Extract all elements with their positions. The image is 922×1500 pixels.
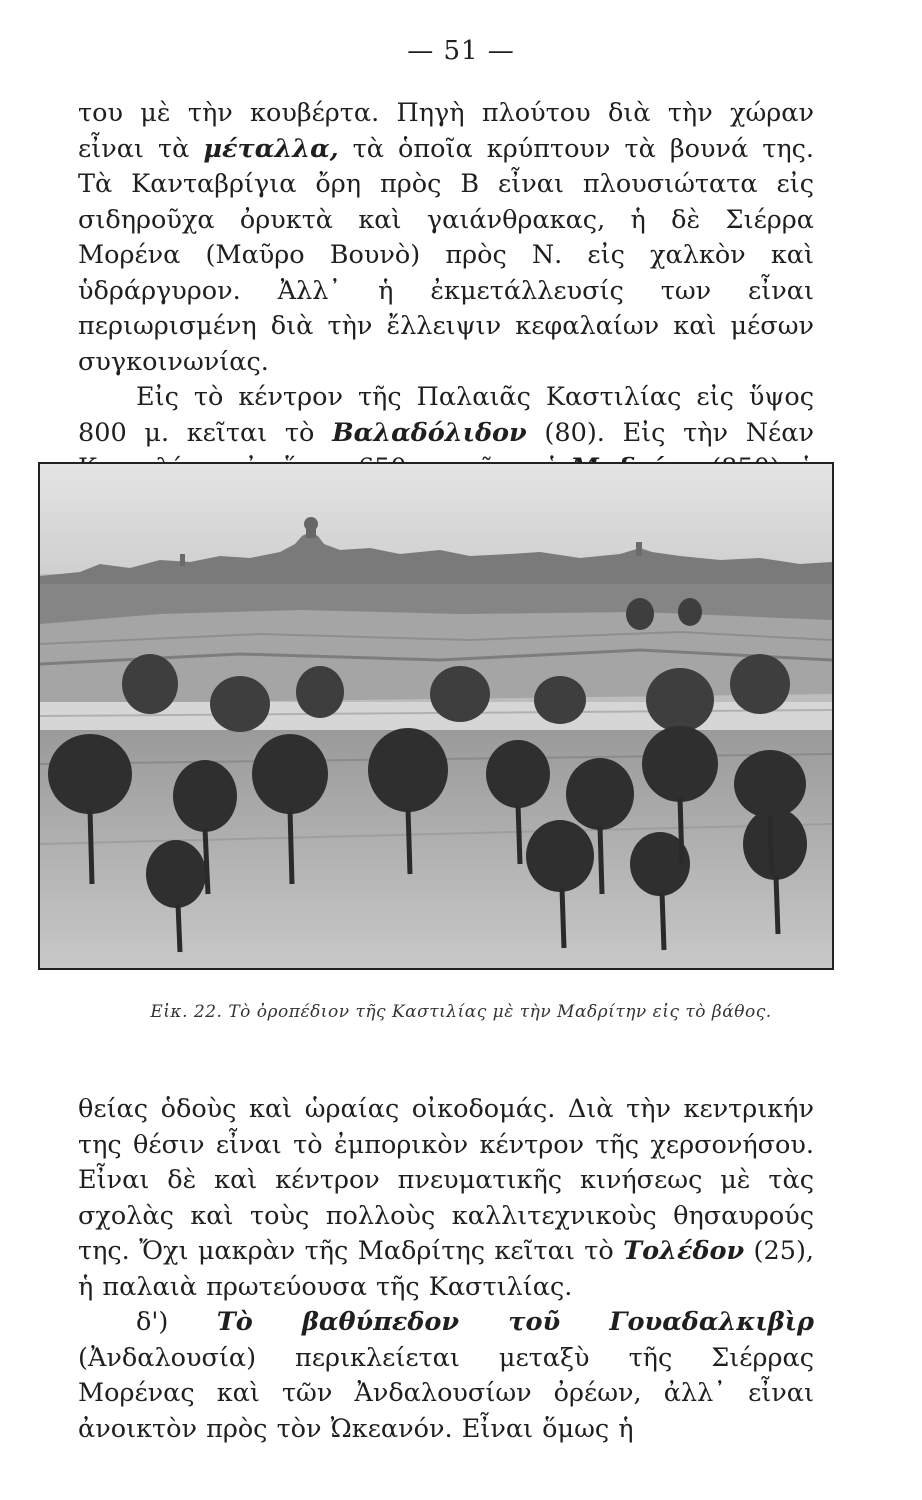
- lower-text-block: [78, 1092, 814, 1447]
- text-segment: του μὲ τὴν κουβέρτα. Πηγὴ πλούτου διὰ τὴν χώραν εἶναι τὰ: [78, 98, 814, 164]
- section-heading: Τὸ βαθύπεδον τοῦ Γουαδαλκιβὶρ: [216, 1307, 815, 1337]
- paragraph: [78, 1092, 814, 1305]
- text-segment: δ'): [136, 1307, 217, 1337]
- landscape-photograph: [38, 462, 834, 970]
- text-segment: (25), ἡ παλαιὰ πρωτεύουσα τῆς Καστιλίας.: [78, 1236, 814, 1302]
- emphasized-term: Βαλαδόλιδον: [332, 417, 527, 448]
- paragraph: [78, 1305, 814, 1447]
- emphasized-term: Τολέδον: [623, 1236, 745, 1266]
- emphasized-term: μέταλλα,: [203, 133, 339, 164]
- text-segment: (Ἀνδαλουσία) περικλείεται μεταξὺ τῆς Σιέρρας Μορένας καὶ τῶν Ἀνδαλουσίων ὀρέων, ἀλλ᾽ εἶναι ἀνοικτὸν πρὸς τὸν Ὠκεανόν. Εἶναι ὅμως ἡ: [78, 1342, 814, 1444]
- text-segment: (80). Εἰς τὴν Νέαν: [544, 417, 814, 448]
- figure-caption: Εἰκ. 22. Τὸ ὀροπέδιον τῆς Καστιλίας μὲ τὴν Μαδρίτην εἰς τὸ βάθος.: [150, 1002, 772, 1022]
- page-number: — 51 —: [407, 36, 515, 66]
- text-segment: τὰ ὁποῖα κρύπτουν τὰ βουνά της. Τὰ Κανταβρίγια ὄρη πρὸς Β εἶναι πλουσιώτατα εἰς σιδηροῦχα ὀρυκτὰ καὶ γαιάνθρακας, ἡ δὲ Σιέρρα Μορένα (Μαῦρο Βουνὸ) πρὸς Ν. εἰς χαλκὸν καὶ ὑδράργυρον. Ἀλλ᾽ ἡ ἐκμετάλλευσίς των εἶναι περιωρισμένη διὰ τὴν ἔλλειψιν κεφαλαίων καὶ μέσων συγκοινωνίας.: [78, 133, 815, 377]
- text-segment: Εἰς τὸ κέντρον τῆς Παλαιᾶς Καστιλίας εἰς ὕψος 800 μ. κεῖται τὸ: [78, 382, 814, 448]
- paragraph: [78, 96, 814, 380]
- text-segment: θείας ὁδοὺς καὶ ὡραίας οἰκοδομάς. Διὰ τὴν κεντρικήν της θέσιν εἶναι τὸ ἐμπορικὸν κέντρον τῆς χερσονήσου. Εἶναι δὲ καὶ κέντρον πνευματικῆς κινήσεως μὲ τὰς σχολὰς καὶ τοὺς πολλοὺς καλλιτεχνικοὺς θησαυρούς της. Ὄχι μακρὰν τῆς Μαδρίτης κεῖται τὸ: [78, 1094, 814, 1266]
